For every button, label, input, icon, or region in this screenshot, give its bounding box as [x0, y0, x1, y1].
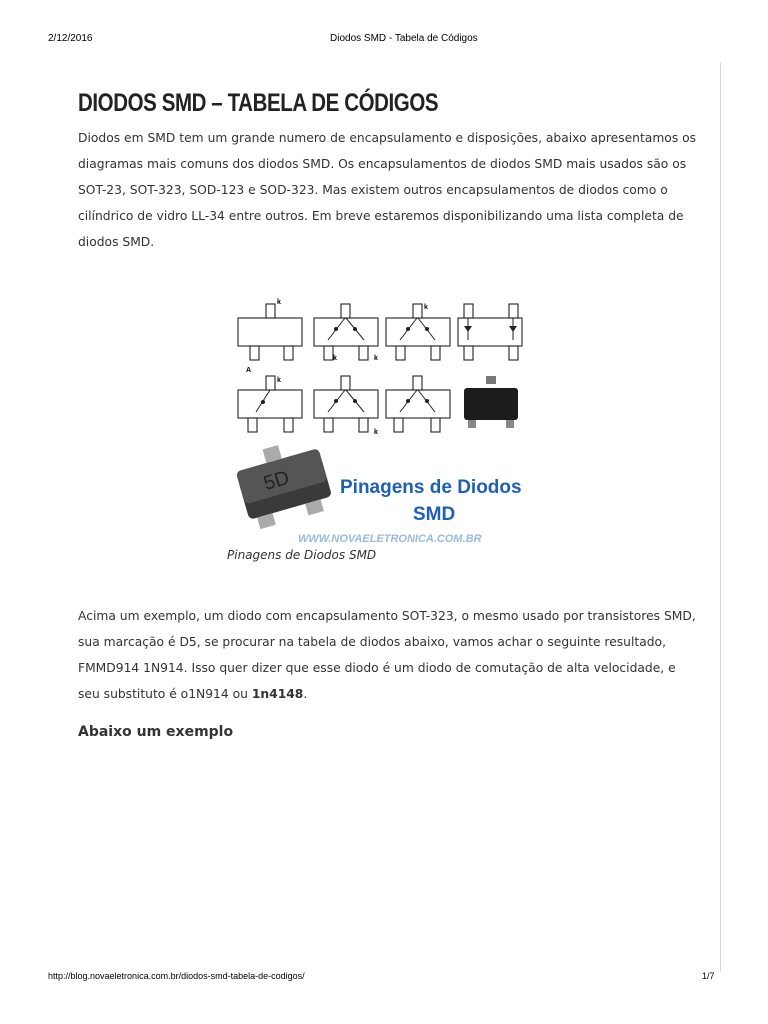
- example-bold-link[interactable]: 1n4148: [251, 687, 304, 701]
- pin-label-k: k: [424, 304, 428, 311]
- chip-marking: 5D: [261, 466, 292, 495]
- article-title: DIODOS SMD – TABELA DE CÓDIGOS: [78, 89, 439, 117]
- pin-label-a: A: [246, 367, 252, 374]
- figure-watermark: WWW.NOVAELETRONICA.COM.BR: [298, 533, 482, 545]
- pin-label-k: k: [374, 429, 378, 436]
- banner-line1: Pinagens de Diodos: [340, 477, 522, 498]
- example-paragraph: [78, 603, 698, 707]
- print-date: 2/12/2016: [48, 33, 93, 44]
- page-divider: [720, 62, 721, 972]
- print-url: http://blog.novaeletronica.com.br/diodos-smd-tabela-de-codigos/: [48, 971, 305, 981]
- banner-line2: SMD: [413, 504, 456, 525]
- page-number: 1/7: [702, 971, 715, 981]
- pinout-figure: [228, 296, 540, 546]
- intro-paragraph: Diodos em SMD tem um grande numero de encapsulamento e disposições, abaixo apresentamos os diagramas mais comuns dos diodos SMD. Os encapsulamentos de diodos SMD mais usados são os SOT-23, SOT-323, SOD-123 e SOD-323. Mas existem outros encapsulamentos de diodos como o cilíndrico de vidro LL-34 entre outros. Em breve estaremos disponibilizando uma lista completa de diodos SMD.: [78, 131, 697, 249]
- pin-label-k: k: [374, 355, 378, 362]
- print-title: Diodos SMD - Tabela de Códigos: [330, 33, 478, 44]
- pin-label-k: k: [277, 299, 281, 306]
- pin-label-k: k: [277, 377, 281, 384]
- pinout-diagram: [228, 296, 540, 546]
- pin-label-k: k: [333, 355, 337, 362]
- section-subheading: Abaixo um exemplo: [78, 724, 234, 740]
- example-end: .: [303, 687, 308, 701]
- figure-caption: Pinagens de Diodos SMD: [227, 548, 377, 562]
- example-text: Acima um exemplo, um diodo com encapsulamento SOT-323, o mesmo usado por transistores SMD, sua marcação é D5, se procurar na tabela de diodos abaixo, vamos achar o seguinte resultado, FMMD914 1N914. Isso quer dizer que esse diodo é um diodo de comutação de alta velocidade, e seu substituto é o1N914 ou: [78, 609, 696, 701]
